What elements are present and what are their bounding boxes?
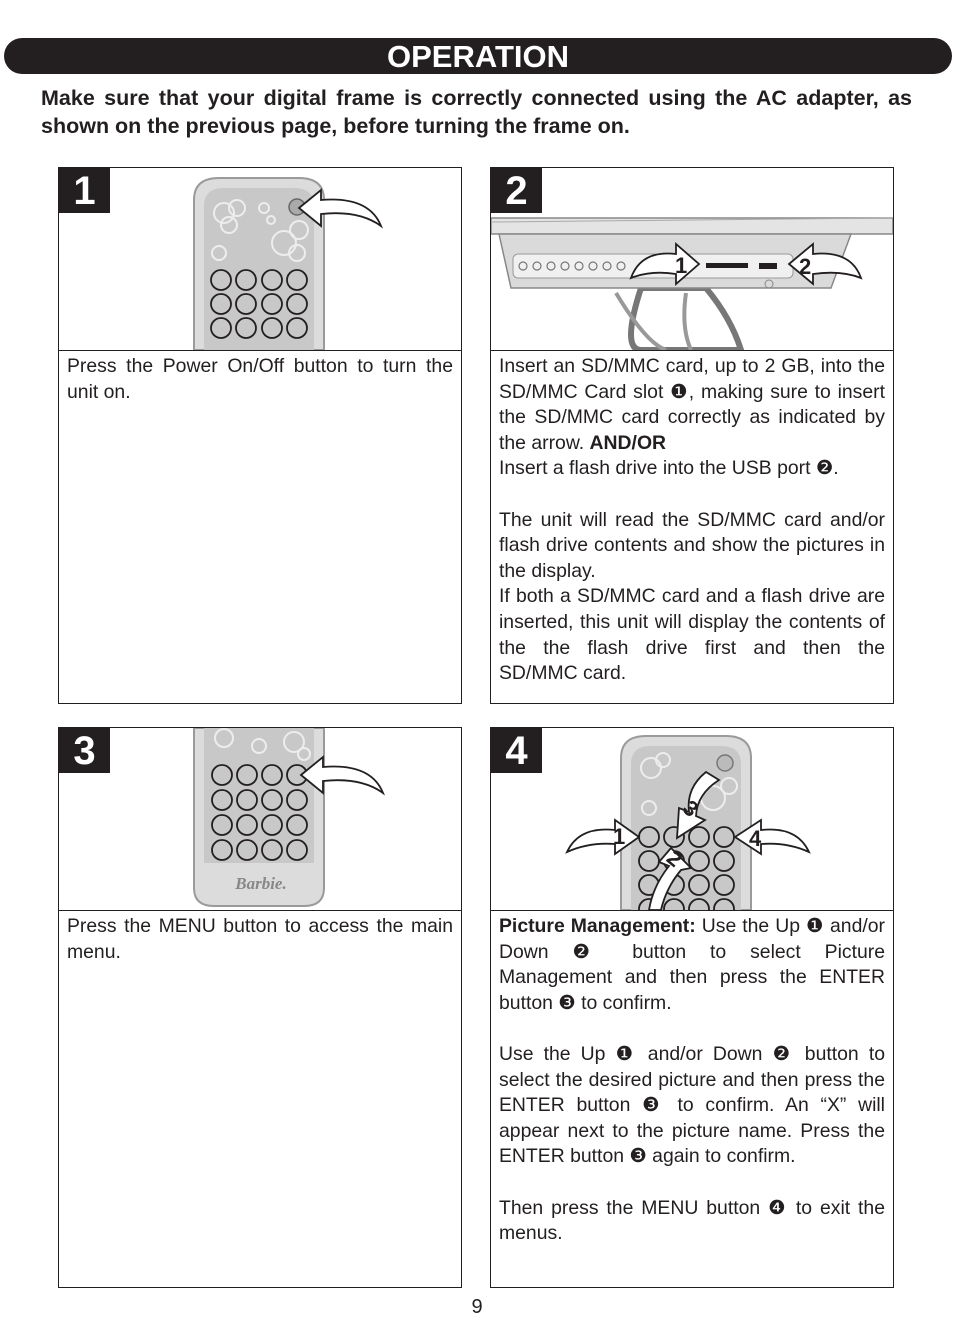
step-4-illustration	[491, 728, 893, 911]
step-number-badge: 4	[491, 728, 542, 773]
step-4-paragraph-1: Use the Up ❶ and/or Down ❷ button to select Picture Management and then press the ENTER button ❸ to confirm.	[499, 915, 885, 1014]
step-2-usb-sentence: Insert a flash drive into the USB port ❷.	[499, 457, 839, 480]
step-2-illustration	[491, 168, 893, 351]
step-3-text: Press the MENU button to access the main menu.	[67, 915, 453, 963]
barbie-logo: Barbie.	[235, 874, 287, 893]
page-title: OPERATION	[4, 38, 952, 74]
remote-control-navigation-image	[491, 728, 893, 910]
callout-2-label: 2	[799, 254, 812, 279]
and-or-label: AND/OR	[589, 431, 667, 454]
step-1-illustration	[59, 168, 461, 351]
page-number: 9	[471, 1296, 483, 1318]
intro-text: Make sure that your digital frame is correctly connected using the AC adapter, as shown on the previous page, before turning the frame on.	[41, 86, 912, 138]
remote-control-bottom-image	[59, 728, 461, 910]
picture-management-label: Picture Management:	[499, 915, 696, 937]
step-1-text: Press the Power On/Off button to turn the unit on.	[67, 355, 453, 403]
step-number-badge: 2	[491, 168, 542, 213]
step-3-panel	[58, 727, 462, 1288]
callout-2-label: 2	[662, 844, 688, 872]
remote-control-image	[59, 168, 461, 350]
step-4-paragraph-2: Use the Up ❶ and/or Down ❷ button to select the desired picture and then press the ENTER button ❸ to confirm. An “X” will appear next to the picture name. Press the ENTER button ❸ again to confirm.	[499, 1042, 885, 1168]
step-number-badge: 1	[59, 168, 110, 213]
step-2-paragraph-3: If both a SD/MMC card and a flash drive are inserted, this unit will display the contents of the the flash drive first and then the SD/MMC card.	[499, 585, 885, 685]
callout-1-label: 1	[613, 824, 626, 849]
step-2-text	[491, 351, 893, 687]
step-2-sentence: Insert an SD/MMC card, up to 2 GB, into the SD/MMC Card slot ❶, making sure to insert the SD/MMC card correctly as indicated by the arrow.	[499, 355, 885, 454]
step-2-panel	[490, 167, 894, 704]
step-number-badge: 3	[59, 728, 110, 773]
step-4-text	[491, 911, 893, 1247]
step-1-panel	[58, 167, 462, 704]
callout-4-label: 4	[749, 826, 762, 851]
frame-side-image	[491, 168, 893, 350]
callout-3-label: 3	[678, 794, 704, 822]
step-2-paragraph-2: The unit will read the SD/MMC card and/or flash drive contents and show the pictures in the display.	[499, 508, 885, 582]
step-3-illustration	[59, 728, 461, 911]
step-4-panel	[490, 727, 894, 1288]
callout-1-label: 1	[675, 253, 688, 278]
step-4-paragraph-3: Then press the MENU button ❹ to exit the menus.	[499, 1196, 885, 1245]
